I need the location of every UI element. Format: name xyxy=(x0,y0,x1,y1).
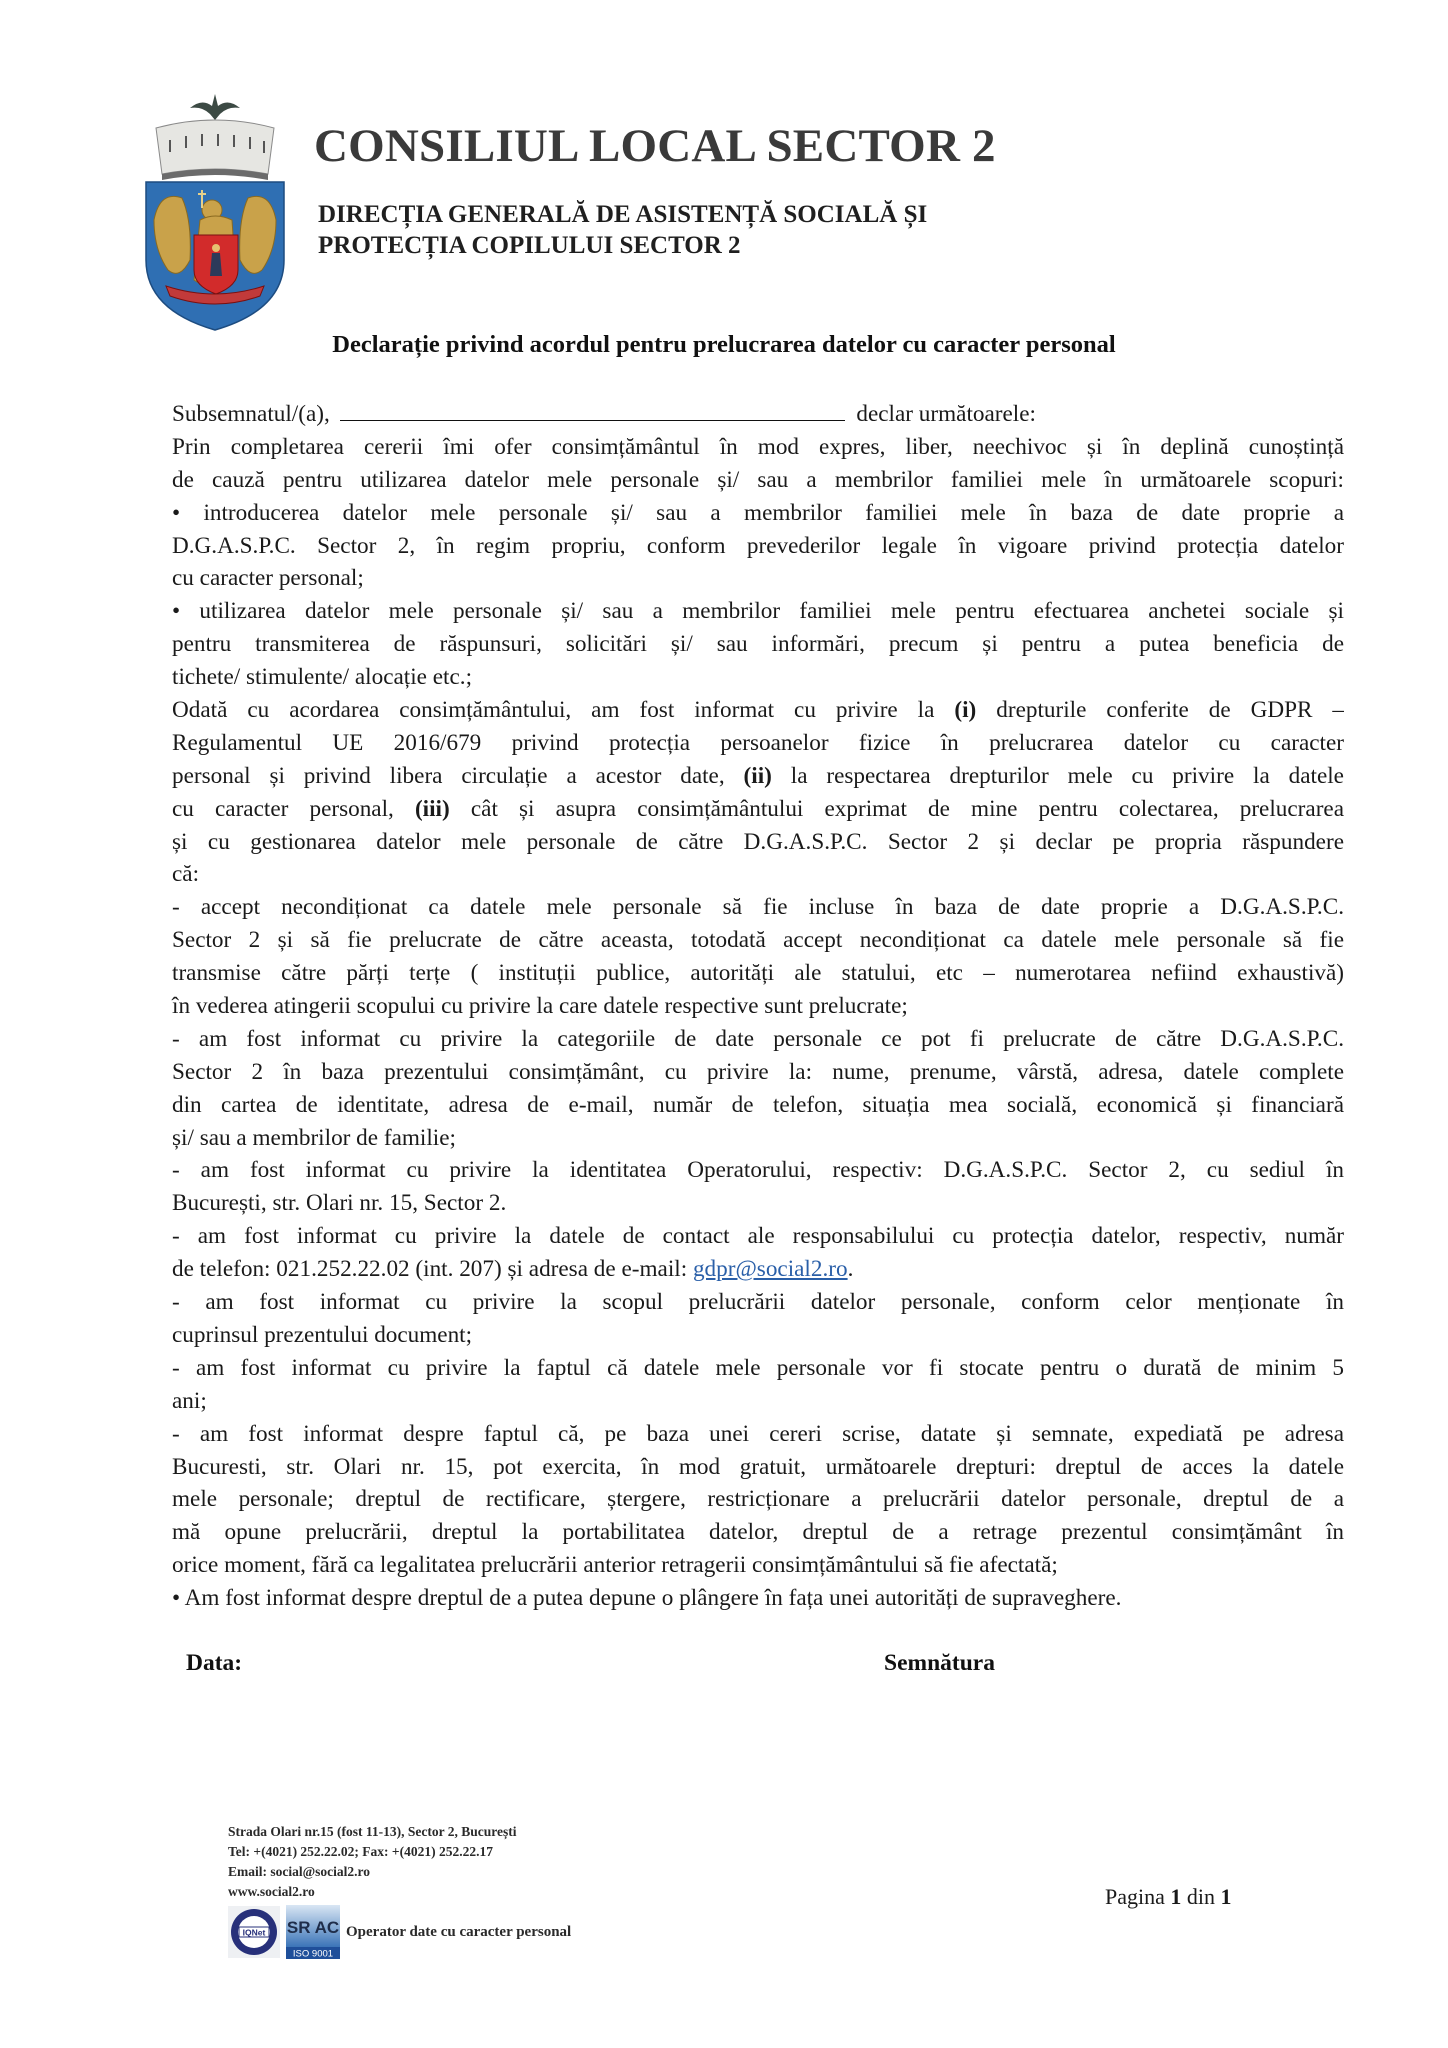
footer-contact-info xyxy=(228,1822,516,1902)
footer-email: Email: social@social2.ro xyxy=(228,1864,371,1879)
marker-iii: (iii) xyxy=(414,795,450,822)
text-line: - am fost informat despre faptul că, pe baza unei cereri scrise, datate și semnate, expediată pe adresa xyxy=(172,1420,1344,1447)
footer-address: Strada Olari nr.15 (fost 11-13), Sector 2, București xyxy=(228,1824,517,1839)
total-pages: 1 xyxy=(1220,1884,1232,1909)
text-line: București, str. Olari nr. 15, Sector 2. xyxy=(172,1190,507,1217)
footer-phone-fax: Tel: +(4021) 252.22.02; Fax: +(4021) 252.22.17 xyxy=(228,1844,493,1859)
text-line: - am fost informat cu privire la datele de contact ale responsabilului cu protecția datelor, respectiv, număr xyxy=(172,1223,1344,1250)
text-line: Sector 2 și să fie prelucrate de către aceasta, totodată accept necondiționat ca datele mele personale să fie xyxy=(172,927,1344,954)
gdpr-line xyxy=(172,760,1344,793)
gdpr-email-link[interactable]: gdpr@social2.ro xyxy=(692,1256,848,1283)
svg-text:IQNet: IQNet xyxy=(242,1927,266,1938)
declaration-title: Declarație privind acordul pentru prelucrarea datelor cu caracter personal xyxy=(332,331,1116,358)
gdpr-line: și cu gestionarea datelor mele personale de către D.G.A.S.P.C. Sector 2 și declar pe propria răspundere xyxy=(172,828,1344,855)
coat-of-arms-logo xyxy=(140,90,290,332)
text-fragment: cu caracter personal, xyxy=(172,795,415,822)
text-line: orice moment, fără ca legalitatea prelucrării anterior retragerii consimțământului să fie afectată; xyxy=(172,1552,1058,1579)
text-line: Prin completarea cererii îmi ofer consimțământul în mod expres, liber, neechivoc și în deplină cunoștință xyxy=(172,433,1344,460)
text-line: D.G.A.S.P.C. Sector 2, în regim propriu, conform prevederilor legale în vigoare privind protecția datelor xyxy=(172,532,1344,559)
text-line: în vederea atingerii scopului cu privire la care datele respective sunt prelucrate; xyxy=(172,993,908,1020)
text-line: de cauză pentru utilizarea datelor mele personale și/ sau a membrilor familiei mele în următoarele scopuri: xyxy=(172,466,1344,493)
text-line: - am fost informat cu privire la scopul prelucrării datelor personale, conform celor menționate în xyxy=(172,1289,1344,1316)
page-middle: din xyxy=(1181,1884,1221,1909)
gdpr-line: Regulamentul UE 2016/679 privind protecția persoanelor fizice în prelucrarea datelor cu caracter xyxy=(172,729,1344,756)
date-label: Data: xyxy=(186,1650,243,1676)
svg-text:SR AC: SR AC xyxy=(286,1918,340,1937)
page-prefix: Pagina xyxy=(1105,1884,1171,1909)
footer-website: www.social2.ro xyxy=(228,1884,315,1899)
gdpr-line xyxy=(172,793,1344,826)
text-fragment: . xyxy=(847,1256,854,1283)
text-fragment: Odată cu acordarea consimțământului, am fost informat cu privire la xyxy=(172,697,955,724)
text-line: Bucuresti, str. Olari nr. 15, pot exercita, în mod gratuit, următoarele drepturi: dreptul de acces la datele xyxy=(172,1453,1344,1480)
svg-text:ISO 9001: ISO 9001 xyxy=(292,1948,334,1959)
text-line: din cartea de identitate, adresa de e-mail, număr de telefon, situația mea socială, economică și financiară xyxy=(172,1091,1344,1118)
directorate-subtitle xyxy=(318,199,927,261)
text-line: și/ sau a membrilor de familie; xyxy=(172,1124,456,1151)
text-fragment: de telefon: 021.252.22.02 (int. 207) și adresa de e-mail: xyxy=(172,1256,693,1283)
subtitle-line-1: DIRECȚIA GENERALĂ DE ASISTENȚĂ SOCIALĂ ȘI xyxy=(318,201,928,228)
contact-line xyxy=(172,1253,1344,1286)
gdpr-line xyxy=(172,694,1344,727)
declaration-body xyxy=(172,398,1344,1615)
name-input-field[interactable] xyxy=(340,400,845,421)
name-line xyxy=(172,398,1344,431)
signature-label: Semnătura xyxy=(884,1650,995,1676)
srac-iso-9001-icon xyxy=(286,1905,340,1959)
text-line: pentru transmiterea de răspunsuri, solicitări și/ sau informări, precum și pentru a putea beneficia de xyxy=(172,631,1344,658)
page-number xyxy=(1105,1884,1232,1910)
bullet-item: • introducerea datelor mele personale și/ sau a membrilor familiei mele în baza de date proprie a xyxy=(172,499,1344,526)
text-line: ani; xyxy=(172,1387,207,1414)
gdpr-line: că: xyxy=(172,861,200,888)
text-line: - am fost informat cu privire la categoriile de date personale ce pot fi prelucrate de către D.G.A.S.P.C. xyxy=(172,1025,1344,1052)
text-fragment: cât și asupra consimțământului exprimat de mine pentru colectarea, prelucrarea xyxy=(449,795,1344,822)
text-line: Sector 2 în baza prezentului consimțământ, cu privire la: nume, prenume, vârstă, adresa, datele complete xyxy=(172,1058,1344,1085)
text-line: - am fost informat cu privire la identitatea Operatorului, respectiv: D.G.A.S.P.C. Sector 2, cu sediul în xyxy=(172,1157,1344,1184)
name-suffix: declar următoarele: xyxy=(856,401,1036,427)
text-line: - accept necondiționat ca datele mele personale să fie incluse în baza de date proprie a D.G.A.S.P.C. xyxy=(172,894,1344,921)
text-fragment: personal și privind libera circulație a acestor date, xyxy=(172,762,744,789)
council-title: CONSILIUL LOCAL SECTOR 2 xyxy=(314,120,996,172)
operator-label: Operator date cu caracter personal xyxy=(346,1923,572,1940)
text-line: tichete/ stimulente/ alocație etc.; xyxy=(172,664,473,691)
text-line: transmise către părți terțe ( instituții publice, autorități ale statului, etc – numerotarea nefiind exhaustivă) xyxy=(172,960,1344,987)
marker-i: (i) xyxy=(954,697,977,724)
bullet-item: • Am fost informat despre dreptul de a putea depune o plângere în fața unei autorități de supraveghere. xyxy=(172,1585,1122,1612)
text-line: mele personale; dreptul de rectificare, ștergere, restricționare a prelucrării datelor personale, dreptul de a xyxy=(172,1486,1344,1513)
certification-row xyxy=(228,1905,571,1959)
text-line: cu caracter personal; xyxy=(172,565,364,592)
iqnet-certification-icon xyxy=(228,1906,280,1958)
marker-ii: (ii) xyxy=(743,762,772,789)
text-line: - am fost informat cu privire la faptul că datele mele personale vor fi stocate pentru o durată de minim 5 xyxy=(172,1354,1344,1381)
subtitle-line-2: PROTECȚIA COPILULUI SECTOR 2 xyxy=(318,232,741,259)
coat-of-arms-icon xyxy=(140,90,290,332)
current-page: 1 xyxy=(1170,1884,1182,1909)
bullet-item: • utilizarea datelor mele personale și/ sau a membrilor familiei mele pentru efectuarea anchetei sociale și xyxy=(172,598,1344,625)
name-prefix: Subsemnatul/(a), xyxy=(172,401,330,427)
text-fragment: la respectarea drepturilor mele cu privire la datele xyxy=(771,762,1344,789)
text-line: mă opune prelucrării, dreptul la portabilitatea datelor, dreptul de a retrage prezentul consimțământ în xyxy=(172,1519,1344,1546)
text-fragment: drepturile conferite de GDPR – xyxy=(976,697,1344,724)
text-line: cuprinsul prezentului document; xyxy=(172,1321,473,1348)
